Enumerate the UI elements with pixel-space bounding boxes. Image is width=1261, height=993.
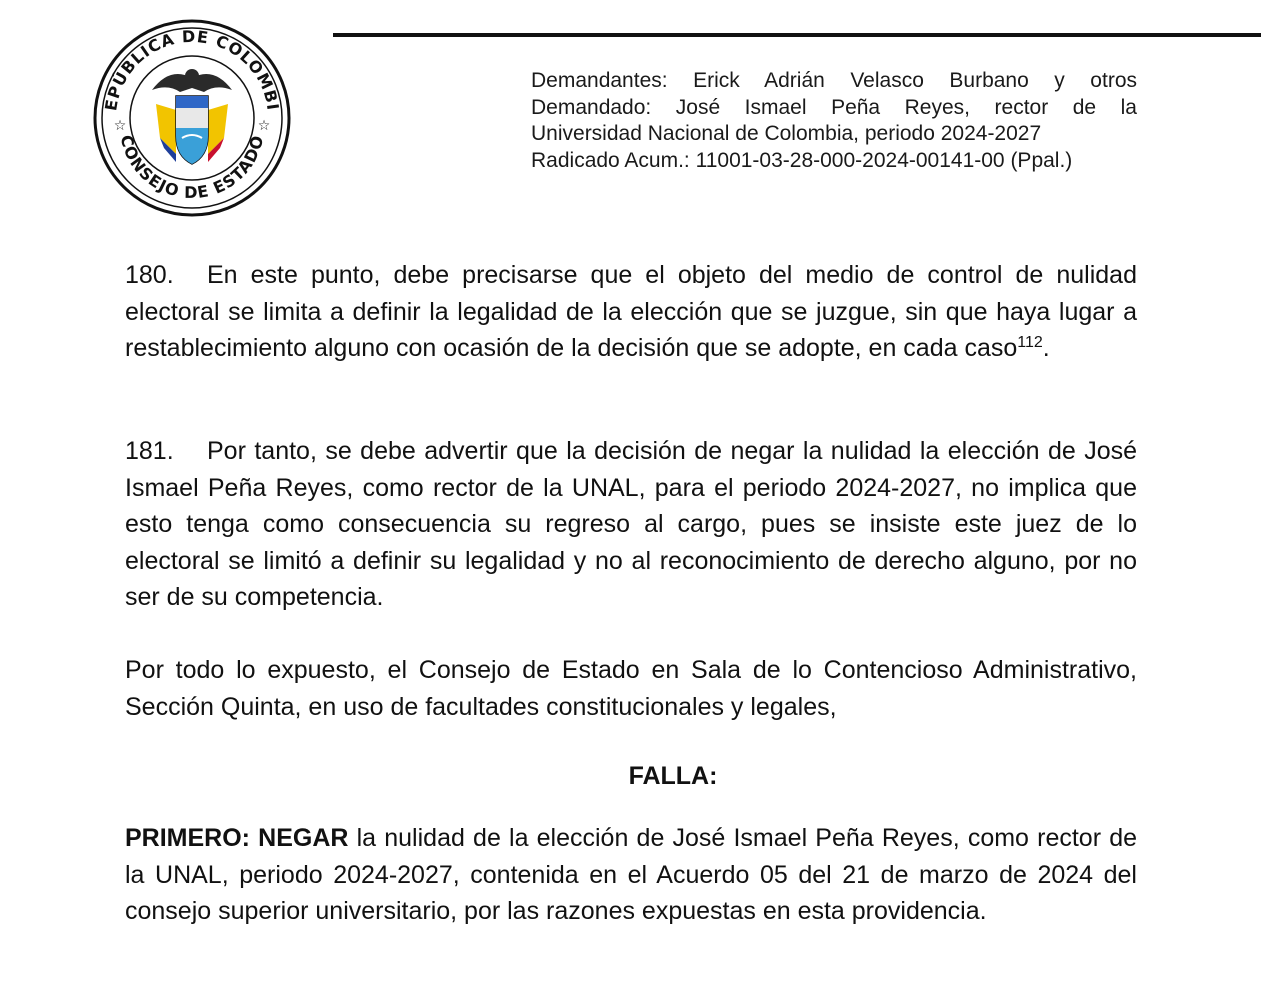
- svg-text:☆: ☆: [113, 117, 127, 133]
- falla-heading: FALLA:: [628, 762, 718, 790]
- paragraph-180: 180. En este punto, debe precisarse que el objeto del medio de control de nulidad electoral se limita a definir la legalidad de la elección que se juzgue, sin que haya lugar a restablecimiento alguno con ocasión de la decisión que se adopte, en cada caso$^{112}$.: [125, 257, 1137, 367]
- paragraph-text: En este punto, debe precisarse que el objeto del medio de control de nulidad electoral se limita a definir la legalidad de la elección que se juzgue, sin que haya lugar a restablecimiento alguno con ocasión de la decisión que se adopte, en cada caso: [125, 261, 1137, 362]
- primero-text: la nulidad de la elección de José Ismael Peña Reyes, como rector de la UNAL, periodo 2024-2027, contenida en el Acuerdo 05 del 21 de marzo de 2024 del consejo superior universitario, por las razones expuestas en esta providencia.: [125, 824, 1137, 925]
- paragraph-number: 180.: [125, 261, 174, 289]
- radicado-line: Radicado Acum.: 11001-03-28-000-2024-00141-00 (Ppal.): [531, 148, 1073, 172]
- paragraph-text: Por todo lo expuesto, el Consejo de Estado en Sala de lo Contencioso Administrativo, Sección Quinta, en uso de facultades constitucionales y legales,: [125, 656, 1137, 721]
- paragraph-expuesto: [125, 652, 1137, 725]
- seal-bottom-text: CONSEJO DE ESTADO: [116, 132, 268, 203]
- consejo-de-estado-seal: [90, 18, 294, 218]
- header-rule: [333, 33, 1261, 37]
- demandado-line-2: Universidad Nacional de Colombia, periodo 2024-2027: [531, 122, 1042, 145]
- seal-top-text: EPÚBLICA DE COLOMBI: [101, 26, 283, 113]
- primero-lead: PRIMERO: NEGAR: [125, 824, 349, 852]
- svg-text:☆: ☆: [257, 117, 271, 133]
- demandado-line-1: Demandado: José Ismael Peña Reyes, rector de la: [531, 95, 1137, 119]
- primero-resolution: [125, 820, 1137, 930]
- footnote-ref[interactable]: 112: [1017, 334, 1043, 351]
- paragraph-text: Por tanto, se debe advertir que la decisión de negar la nulidad la elección de José Ismael Peña Reyes, como rector de la UNAL, para el periodo 2024-2027, no implica que esto tenga como consecuencia su regreso al cargo, pues se insiste este juez de lo electoral se limitó a definir su legalidad y no al reconocimiento de derecho alguno, por no ser de su competencia.: [125, 437, 1137, 611]
- demandantes-line: Demandantes: Erick Adrián Velasco Burbano y otros: [531, 69, 1137, 92]
- case-header: [531, 68, 1137, 174]
- paragraph-number: 181.: [125, 437, 174, 465]
- paragraph-181: [125, 433, 1137, 616]
